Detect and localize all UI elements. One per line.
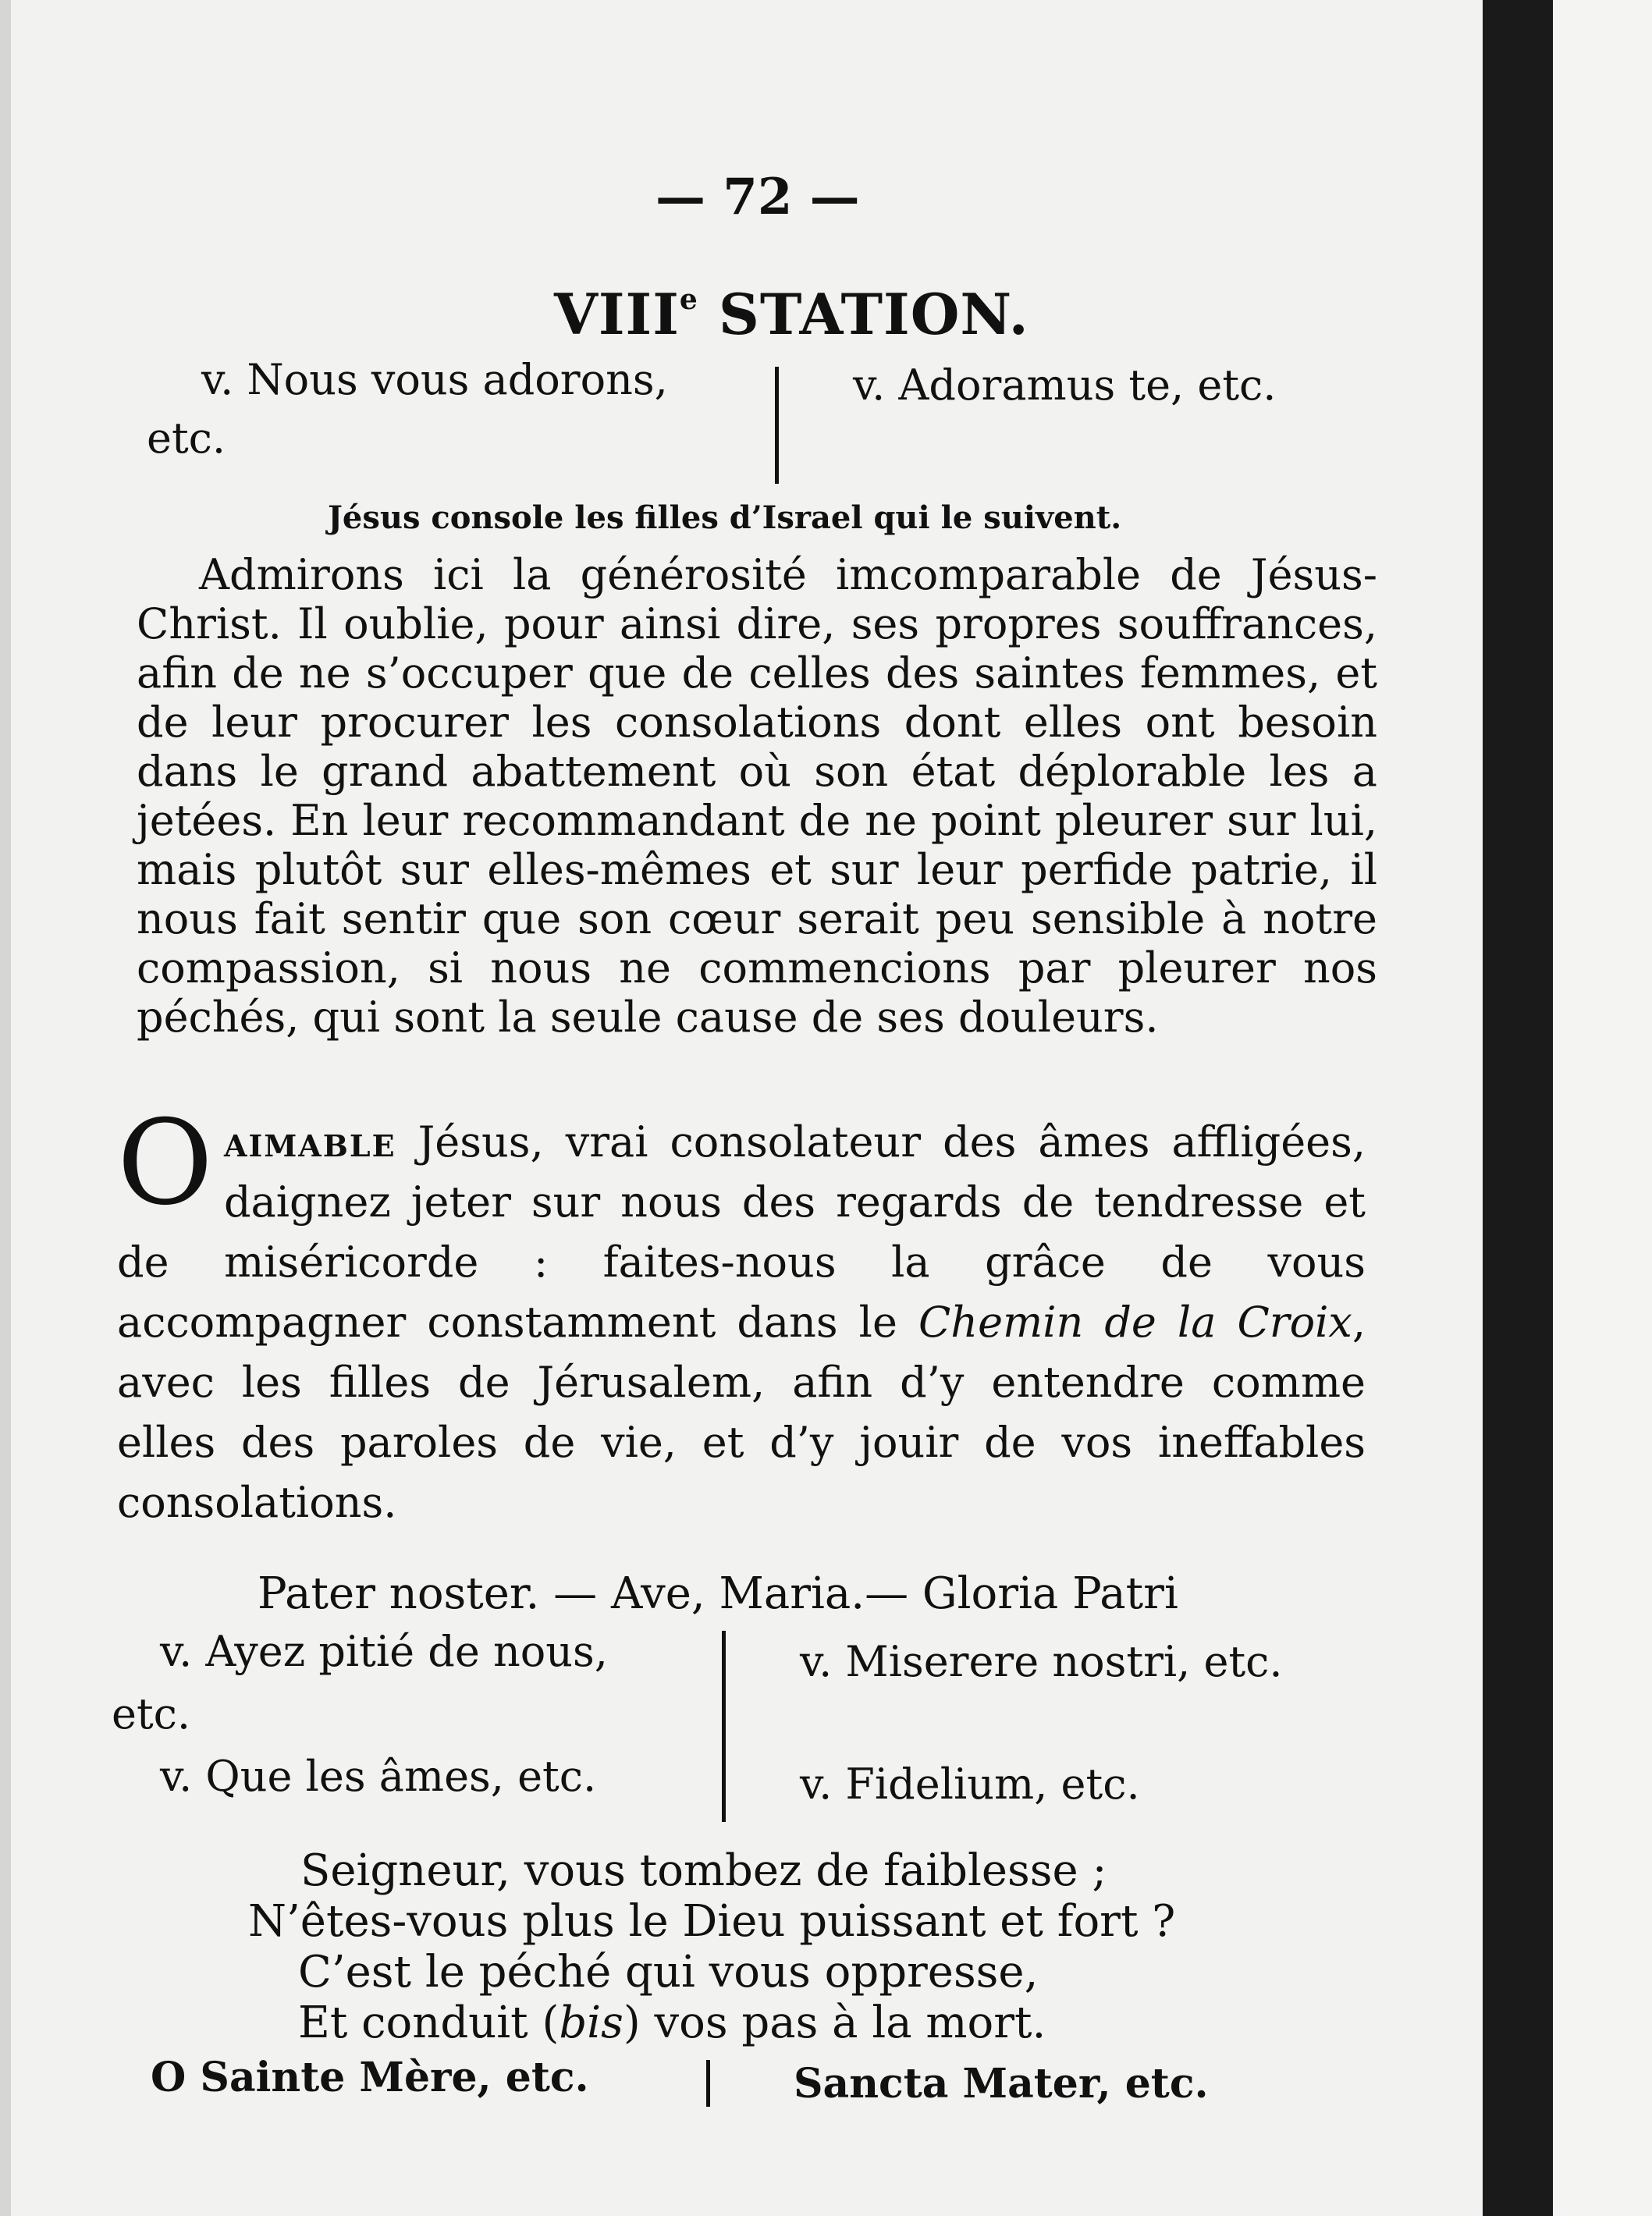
book-spine-shadow bbox=[1483, 0, 1553, 2216]
meditation-paragraph: Admirons ici la générosité imcomparable de Jésus-Christ. Il oublie, pour ainsi dire, ses propres souffrances, afin de ne s’occuper que de celles des saintes femmes, et de leur procurer les consolations dont elles ont besoin dans le grand abattement où son état déplorable les a jetées. En leur recommandant de ne point pleurer sur lui, mais plutôt sur elles-mêmes et sur leur perfide patrie, il nous fait sentir que son cœur serait peu sensible à notre compassion, si nous ne commencions par pleurer nos péchés, qui sont la seule cause de ses douleurs. bbox=[137, 550, 1377, 1042]
station-subtitle: Jésus console les filles d’Israel qui le suivent. bbox=[328, 499, 1122, 536]
versicle2-divider bbox=[722, 1631, 726, 1822]
station-numeral: VIII bbox=[554, 281, 680, 347]
hymn-line-2: N’êtes-vous plus le Dieu puissant et fort ? bbox=[248, 1896, 1176, 1947]
facing-page-edge bbox=[1553, 0, 1652, 2216]
hymn-line-1: Seigneur, vous tombez de faiblesse ; bbox=[300, 1845, 1107, 1896]
prayer-smallcaps: aimable bbox=[223, 1117, 396, 1167]
versicle1-left-etc: etc. bbox=[147, 414, 226, 463]
station-heading bbox=[554, 281, 1029, 347]
station-superscript: e bbox=[679, 283, 698, 316]
versicle2-left-etc: etc. bbox=[112, 1689, 191, 1738]
page-number: — 72 — bbox=[655, 168, 860, 226]
hymn-line-4: Et conduit (bis) vos pas à la mort. bbox=[298, 1998, 1046, 2048]
refrain-divider bbox=[706, 2060, 710, 2107]
prayer-text-a: Jésus, vrai consolateur des âmes affligées, daignez jeter sur nous des regards de tendresse et de miséricorde : faites-nous la grâce de vous accompagner constamment dans le bbox=[117, 1117, 1366, 1347]
refrain-right: Sancta Mater, etc. bbox=[794, 2060, 1209, 2108]
prayer-paragraph bbox=[117, 1096, 1366, 1532]
page-left-edge bbox=[0, 0, 11, 2216]
prayer-text-b: , avec les filles de Jérusalem, afin d’y entendre comme elles des paroles de vie, et d’y jouir de vos ineffables consolations. bbox=[117, 1298, 1366, 1527]
drop-cap: O bbox=[117, 1096, 213, 1231]
refrain-left: O Sainte Mère, etc. bbox=[151, 2054, 589, 2101]
hymn-italic: bis bbox=[559, 1998, 623, 2048]
versicle1-divider bbox=[775, 367, 779, 484]
versicle2-left: v. Ayez pitié de nous, bbox=[160, 1627, 608, 1676]
versicle1-right: v. Adoramus te, etc. bbox=[853, 360, 1277, 410]
pater-line: Pater noster. — Ave, Maria.— Gloria Patri bbox=[258, 1568, 1178, 1619]
station-word: STATION. bbox=[718, 281, 1029, 347]
versicle1-left: v. Nous vous adorons, bbox=[201, 355, 668, 404]
versicle2-right: v. Miserere nostri, etc. bbox=[800, 1637, 1283, 1686]
versicle2-right-second: v. Fidelium, etc. bbox=[800, 1760, 1140, 1809]
hymn-line-3: C’est le péché qui vous oppresse, bbox=[298, 1947, 1039, 1998]
versicle2-left-second: v. Que les âmes, etc. bbox=[160, 1752, 597, 1801]
prayer-italic: Chemin de la Croix bbox=[918, 1298, 1352, 1347]
